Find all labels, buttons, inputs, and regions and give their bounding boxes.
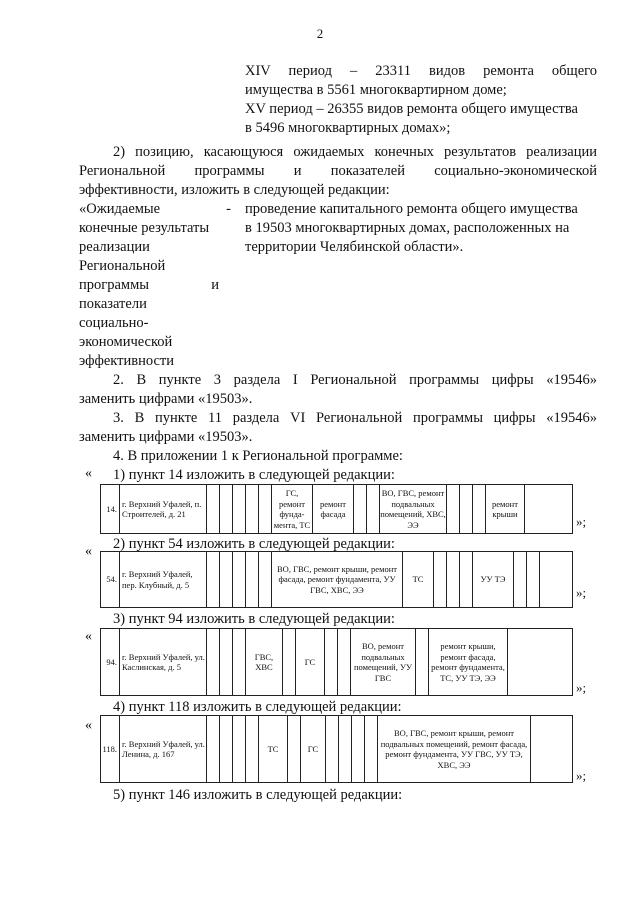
results-left-3: реализации [79,239,150,255]
item2-line-1: 2. В пункте 3 раздела I Региональной программы цифры «19546» [113,372,597,388]
sub3-heading: 3) пункт 94 изложить в следующей редакции: [113,611,395,627]
t3-cell-3: ВО, ремонт подвальных помещений, УУ ГВС [351,629,416,696]
open-quote-1: « [85,466,92,481]
t2-cell-1: ВО, ГВС, ремонт крыши, ремонт фасада, ремонт фундамента, УУ ГВС, ХВС, ЭЭ [272,552,403,608]
results-left-7: социально- [79,315,149,331]
results-left-6: показатели [79,296,147,312]
close-quote-3: »; [576,680,587,695]
close-quote-1: »; [576,514,587,529]
intro-line-3: XV период – 26355 видов ремонта общего имущества [245,101,578,117]
results-left-4: Региональной [79,258,166,274]
t3-address: г. Верхний Уфалей, ул. Каслинская, д. 5 [120,629,207,696]
table-point-14 [100,484,573,534]
t1-cell-3: ВО, ГВС, ремонт подвальных помещений, ХВС, ЭЭ [380,485,447,534]
sub5-heading: 5) пункт 146 изложить в следующей редакции: [113,787,403,803]
t1-cell-4: ремонт крыши [486,485,525,534]
open-quote-2: « [85,544,92,559]
sub1-heading: 1) пункт 14 изложить в следующей редакции: [113,467,395,483]
para2-line-2: Региональной программы и показателей социально-экономической [79,163,597,179]
t2-cell-3: УУ ТЭ [473,552,514,608]
t1-cell-1: ГС, ремонт фунда-мента, ТС [272,485,313,534]
results-right-2: в 19503 многоквартирных домах, расположенных на [245,220,570,236]
para2-line-3: эффективности, изложить в следующей редакции: [79,182,390,198]
para2-line-1: 2) позицию, касающуюся ожидаемых конечных результатов реализации [113,144,597,160]
close-quote-4: »; [576,768,587,783]
close-quote-2: »; [576,585,587,600]
intro-line-1: XIV период – 23311 видов ремонта общего [245,63,597,79]
table-point-54 [100,551,573,608]
table-point-94 [100,628,573,696]
t1-cell-2: ремонт фасада [313,485,354,534]
item3-line-2: заменить цифрами «19503». [79,429,253,445]
table-point-118 [100,715,573,783]
t1-address: г. Верхний Уфалей, п. Строителей, д. 21 [120,485,207,534]
results-left-2: конечные результаты [79,220,210,236]
results-right-1: проведение капитального ремонта общего имущества [245,201,578,217]
t2-address: г. Верхний Уфалей, пер. Клубный, д. 5 [120,552,207,608]
sub2-heading: 2) пункт 54 изложить в следующей редакции: [113,536,395,552]
t3-num: 94. [101,629,120,696]
results-left-8: экономической [79,334,173,350]
item3-line-1: 3. В пункте 11 раздела VI Региональной программы цифры «19546» [113,410,597,426]
page-number: 2 [316,26,324,41]
results-right-3: территории Челябинской области». [245,239,464,255]
t2-num: 54. [101,552,120,608]
t4-cell-3: ВО, ГВС, ремонт крыши, ремонт подвальных помещений, ремонт фасада, ремонт фундамента, УУ ГВС, УУ ТЭ, ХВС, ЭЭ [378,716,531,783]
sub4-heading: 4) пункт 118 изложить в следующей редакции: [113,699,402,715]
t1-num: 14. [101,485,120,534]
item4-heading: 4. В приложении 1 к Региональной программе: [113,448,403,464]
t4-num: 118. [101,716,120,783]
t4-address: г. Верхний Уфалей, ул. Ленина, д. 167 [120,716,207,783]
t3-cell-4: ремонт крыши, ремонт фасада, ремонт фундамента, ТС, УУ ТЭ, ЭЭ [429,629,508,696]
intro-line-4: в 5496 многоквартирных домах»; [245,120,451,136]
results-left-9: эффективности [79,353,174,369]
t4-cell-1: ТС [259,716,288,783]
t2-cell-2: ТС [403,552,434,608]
open-quote-3: « [85,629,92,644]
t3-cell-2: ГС [296,629,325,696]
results-left-1: «Ожидаемые - [79,201,231,217]
t4-cell-2: ГС [301,716,326,783]
item2-line-2: заменить цифрами «19503». [79,391,253,407]
t3-cell-1: ГВС, ХВС [246,629,283,696]
intro-line-2: имущества в 5561 многоквартирном доме; [245,82,507,98]
open-quote-4: « [85,718,92,733]
results-left-5: программы и [79,277,219,293]
